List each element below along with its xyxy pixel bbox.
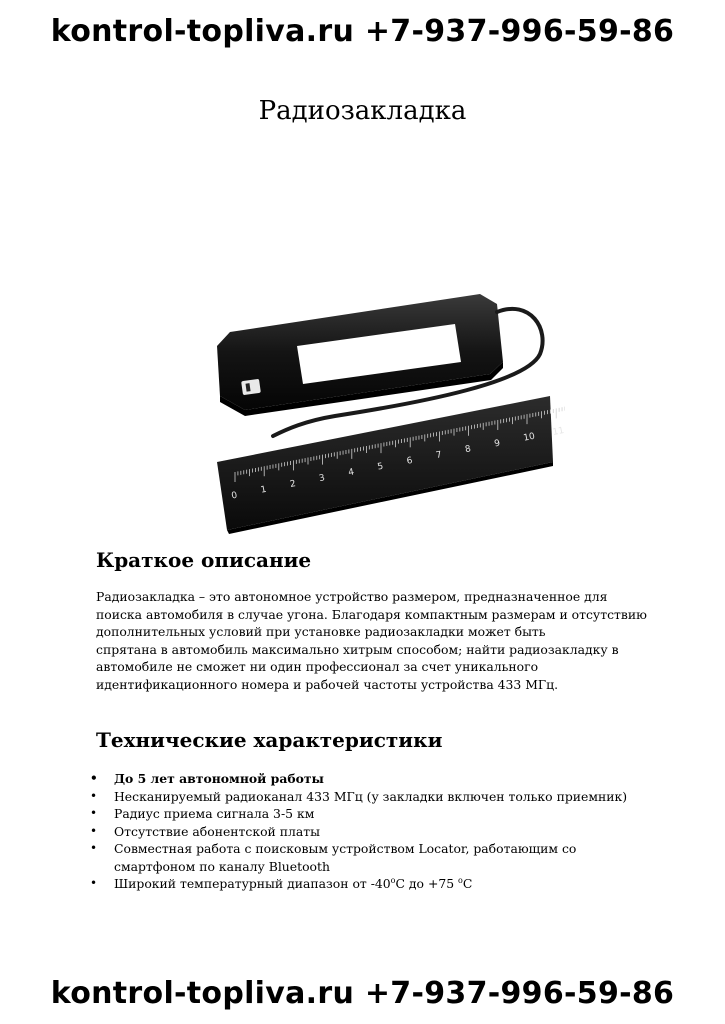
spec-item: • Отсутствие абонентской платы <box>90 823 320 839</box>
bullet-icon: • <box>90 876 98 890</box>
ruler <box>217 396 565 534</box>
ruler-tick-label: 11 <box>551 425 565 438</box>
description-line: дополнительных условий при установке радиозакладки может быть <box>96 624 546 639</box>
product-photo <box>205 284 565 534</box>
description-line: автомобиле не сможет ни один профессионал за счет уникального <box>96 659 539 674</box>
ruler-tick-label: 8 <box>464 444 472 456</box>
ruler-tick-label: 10 <box>522 431 536 444</box>
bullet-icon: • <box>90 841 98 855</box>
spec-item: • До 5 лет автономной работы <box>90 771 324 786</box>
spec-item: • Радиус приема сигнала 3-5 км <box>90 806 315 821</box>
temperature-range: Широкий температурный диапазон от $-40^оС$ до +75 $^о$С <box>114 875 473 891</box>
specs-list <box>90 770 676 893</box>
description-heading: Краткое описание <box>96 548 312 572</box>
spec-item: • Совместная работа с поисковым устройством Locator, работающим со смартфоном по каналу Bluetooth <box>90 841 577 874</box>
footer-banner: kontrol-topliva.ru +7-937-996-59-86 <box>50 976 675 1011</box>
spec-item <box>90 875 676 893</box>
header-banner: kontrol-topliva.ru +7-937-996-59-86 <box>50 14 675 49</box>
description-line: поиска автомобиля в случае угона. Благодаря компактным размерам и отсутствию <box>96 606 647 622</box>
ruler-tick-label: 6 <box>405 455 414 467</box>
spec-item: • Несканируемый радиоканал 433 МГц (у закладки включен только приемник) <box>90 788 628 804</box>
description-text <box>96 588 661 693</box>
ruler-tick-label: 7 <box>435 450 443 462</box>
ruler-tick-label: 1 <box>259 484 268 496</box>
device-logo-icon <box>241 379 261 395</box>
ruler-tick-label: 2 <box>289 479 297 490</box>
description-line: спрятана в автомобиль максимально хитрым способом; найти радиозакладку в <box>96 641 619 657</box>
ruler-tick-label: 9 <box>493 438 502 450</box>
bullet-icon: • <box>90 806 98 820</box>
specs-heading: Технические характеристики <box>96 728 443 752</box>
document-title: Радиозакладка <box>258 96 467 126</box>
ruler-tick-label: 0 <box>230 490 239 502</box>
radio-tag-device <box>217 294 503 416</box>
bullet-icon: • <box>90 788 98 803</box>
bullet-icon: • <box>90 771 98 785</box>
ruler-tick-label: 5 <box>376 461 385 473</box>
bullet-icon: • <box>90 823 98 838</box>
ruler-tick-label: 4 <box>347 467 356 479</box>
description-line: идентификационного номера и рабочей частоты устройства 433 МГц. <box>96 676 559 692</box>
ruler-tick-label: 3 <box>318 473 326 485</box>
description-line: Радиозакладка – это автономное устройство размером, предназначенное для <box>96 589 608 604</box>
